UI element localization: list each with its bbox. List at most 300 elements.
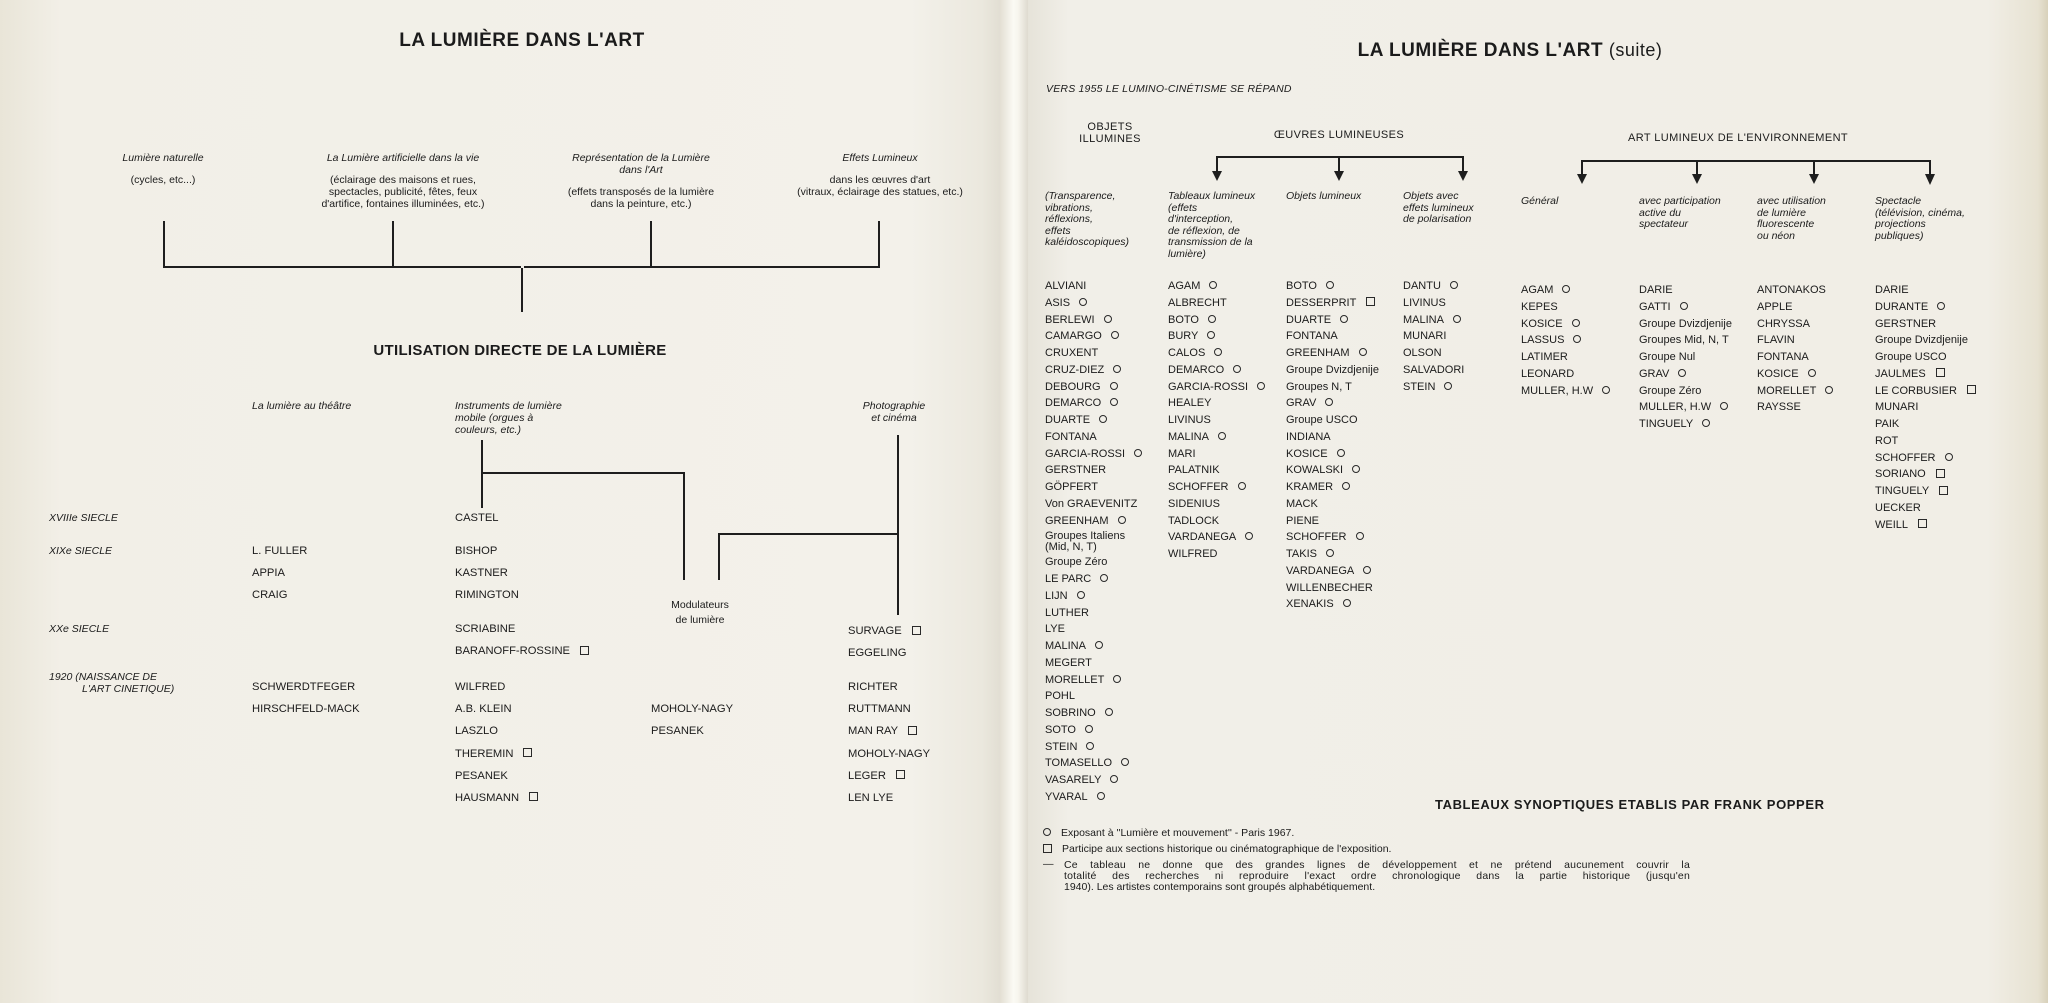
circle-icon — [1572, 319, 1580, 327]
column-header-line: Objets avec — [1403, 190, 1459, 202]
category-desc: (effets transposés de la lumière — [567, 186, 715, 198]
book-gutter — [1000, 0, 1030, 1003]
artist-name — [848, 698, 930, 720]
circle-icon — [1118, 516, 1126, 524]
artist-name — [455, 743, 538, 765]
artist-label: SCRIABINE — [455, 623, 516, 635]
square-icon — [1366, 297, 1375, 306]
artist-label: MOHOLY-NAGY — [848, 747, 931, 760]
column-header — [1403, 191, 1474, 226]
artist-name — [651, 720, 733, 742]
artist-label: SCHOFFER — [1875, 451, 1936, 464]
artist-label: ANTONAKOS — [1757, 284, 1826, 296]
category-effets-lumineux — [797, 152, 963, 198]
square-icon — [912, 626, 921, 635]
circle-icon — [1325, 398, 1333, 406]
column-header-line: réflexions, — [1045, 213, 1093, 225]
artist-name — [848, 720, 930, 742]
artist-label: RICHTER — [848, 681, 898, 693]
subheader-line: mobile (orgues à — [455, 412, 534, 424]
column-header-line: transmission de la — [1168, 236, 1253, 248]
title-main: LA LUMIÈRE DANS L'ART — [1357, 40, 1604, 61]
artist-label: TINGUELY — [1875, 485, 1930, 497]
circle-icon — [1086, 742, 1094, 750]
artist-label: ALBRECHT — [1168, 296, 1227, 309]
artist-label: GARCIA-ROSSI — [1045, 447, 1126, 460]
artist-label: Groupes N, T — [1286, 380, 1352, 393]
column-header-line: fluorescente — [1757, 218, 1815, 230]
artist-name — [1286, 529, 1379, 546]
artist-name — [1045, 605, 1142, 622]
column-header-line: (effets — [1168, 201, 1198, 214]
artist-name — [252, 584, 307, 606]
artist-label: GERSTNER — [1875, 317, 1937, 330]
artist-name — [1639, 299, 1732, 316]
column-header-line: de réflexion, de — [1168, 224, 1240, 237]
artist-name — [1875, 450, 1976, 467]
artist-name — [1286, 479, 1379, 496]
artist-name — [1168, 479, 1265, 496]
artist-label: Groupe USCO — [1875, 351, 1947, 363]
artist-label: GRAV — [1639, 367, 1670, 380]
artist-label: HAUSMANN — [455, 791, 520, 804]
column-header-line: ou néon — [1757, 229, 1795, 242]
list-instruments-19 — [455, 540, 519, 607]
artist-label: MOHOLY-NAGY — [651, 703, 734, 715]
artist-name — [455, 720, 538, 742]
category-lumiere-naturelle — [122, 152, 203, 186]
artist-label: STEIN — [1045, 740, 1078, 753]
artist-name — [848, 620, 921, 642]
artist-name — [1045, 755, 1142, 772]
tree-line — [392, 221, 394, 268]
circle-icon — [1562, 285, 1570, 293]
artist-name — [1875, 332, 1976, 349]
circle-icon — [1678, 369, 1686, 377]
artist-name — [651, 698, 733, 720]
artist-label: LUTHER — [1045, 606, 1090, 619]
circle-icon — [1602, 386, 1610, 394]
circle-icon — [1680, 302, 1688, 310]
artist-label: Groupe USCO — [1286, 414, 1358, 426]
artist-label: WILLENBECHER — [1286, 581, 1373, 594]
artist-name — [1403, 362, 1464, 379]
list-instruments-1920 — [455, 676, 538, 809]
artist-name — [1045, 328, 1142, 345]
artist-list — [1875, 282, 1976, 533]
artist-label: BARANOFF-ROSSINE — [455, 645, 570, 658]
subheader-line: Photographie — [862, 400, 926, 412]
artist-name — [848, 765, 930, 787]
circle-icon — [1245, 532, 1253, 540]
circle-icon — [1113, 675, 1121, 683]
circle-icon — [1573, 335, 1581, 343]
artist-name — [455, 640, 589, 662]
artist-name — [848, 787, 930, 809]
artist-label: WEILL — [1875, 518, 1909, 531]
artist-label: POHL — [1045, 690, 1075, 703]
artist-label: SALVADORI — [1403, 363, 1465, 376]
column-header — [1757, 196, 1826, 242]
artist-label: FONTANA — [1757, 351, 1809, 363]
artist-name — [1286, 462, 1379, 479]
category-desc: spectacles, publicité, fêtes, feux — [328, 186, 478, 198]
tree-line — [718, 533, 720, 580]
artist-name — [1286, 379, 1379, 396]
artist-name — [1168, 496, 1265, 513]
square-icon — [1939, 486, 1948, 495]
circle-icon — [1326, 549, 1334, 557]
artist-label: BISHOP — [455, 545, 498, 557]
artist-label: CRUZ-DIEZ — [1045, 363, 1105, 376]
artist-label: GREENHAM — [1045, 514, 1109, 527]
tree-line — [521, 268, 523, 312]
circle-icon — [1104, 315, 1112, 323]
artist-label: WILFRED — [455, 681, 506, 693]
artist-name — [1639, 349, 1732, 366]
list-theatre-19 — [252, 540, 307, 607]
column-header-line: effets lumineux — [1403, 201, 1474, 214]
column-header-line: kaléidoscopiques) — [1045, 236, 1130, 248]
circle-icon — [1326, 281, 1334, 289]
tree-line — [1338, 156, 1340, 172]
square-icon — [1936, 368, 1945, 377]
artist-label: DEMARCO — [1045, 397, 1102, 410]
artist-name — [1875, 433, 1976, 450]
tree-line — [1217, 156, 1464, 158]
artist-label: STEIN — [1403, 380, 1436, 393]
artist-name — [1168, 328, 1265, 345]
circle-icon — [1359, 348, 1367, 356]
artist-name — [1403, 312, 1464, 329]
artist-label: GATTI — [1639, 300, 1671, 313]
category-label: Représentation de la Lumière — [572, 152, 710, 164]
artist-label: MUNARI — [1875, 401, 1919, 414]
artist-label: SOBRINO — [1045, 707, 1096, 719]
circle-icon — [1043, 828, 1051, 836]
artist-label: DEBOURG — [1045, 380, 1101, 393]
column-header — [1168, 191, 1255, 260]
circle-icon — [1238, 482, 1246, 490]
artist-label: FONTANA — [1286, 330, 1338, 343]
artist-name — [1168, 462, 1265, 479]
list-instruments-20 — [455, 618, 589, 662]
artist-label: Groupe Dvizdjenije — [1875, 334, 1968, 347]
artist-label: DURANTE — [1875, 300, 1929, 313]
artist-label: MUNARI — [1403, 330, 1447, 343]
artist-label: MULLER, H.W — [1639, 401, 1712, 414]
artist-name — [1875, 316, 1976, 333]
column-header-line: Tableaux lumineux — [1168, 190, 1256, 202]
artist-name — [1875, 299, 1976, 316]
artist-name — [1286, 429, 1379, 446]
artist-name — [1045, 571, 1142, 588]
square-icon — [896, 770, 905, 779]
artist-name — [1168, 412, 1265, 429]
column-header-line: vibrations, — [1045, 201, 1093, 214]
artist-label: KOSICE — [1757, 367, 1799, 380]
artist-name — [1168, 312, 1265, 329]
square-icon — [1043, 844, 1052, 853]
artist-label: SCHOFFER — [1168, 481, 1229, 493]
artist-list — [1403, 278, 1464, 395]
artist-label: PAIK — [1875, 418, 1900, 430]
artist-label: LEONARD — [1521, 367, 1575, 380]
artist-name — [1168, 446, 1265, 463]
column-header-line: avec utilisation — [1757, 195, 1826, 207]
artist-label: KOSICE — [1286, 447, 1328, 460]
subheader-instruments — [455, 400, 562, 436]
artist-name — [455, 698, 538, 720]
column-header — [1045, 191, 1129, 249]
artist-name — [1403, 328, 1464, 345]
artist-name — [1521, 332, 1610, 349]
group-oeuvres-lumineuses: ŒUVRES LUMINEUSES — [1273, 129, 1405, 141]
artist-label: JAULMES — [1875, 367, 1926, 380]
artist-name — [1045, 345, 1142, 362]
column-header-line: projections — [1875, 218, 1926, 230]
column-header-line: de polarisation — [1403, 213, 1472, 225]
artist-name — [1286, 563, 1379, 580]
artist-name — [1286, 295, 1379, 312]
artist-name — [1875, 500, 1976, 517]
artist-label: MALINA — [1045, 640, 1086, 652]
artist-label: DUARTE — [1045, 414, 1091, 426]
artist-name — [1403, 278, 1464, 295]
square-icon — [1967, 385, 1976, 394]
artist-list — [1286, 278, 1379, 613]
artist-name — [1045, 278, 1142, 295]
legend-circle — [1043, 828, 1294, 839]
artist-name — [1286, 345, 1379, 362]
artist-name — [1168, 529, 1265, 546]
artist-label: DARIE — [1639, 284, 1673, 296]
tree-line — [683, 472, 685, 580]
artist-label: MACK — [1286, 497, 1318, 510]
artist-label: CASTEL — [455, 512, 499, 524]
artist-name — [455, 676, 538, 698]
artist-label: APPIA — [252, 567, 285, 580]
circle-icon — [1342, 482, 1350, 490]
square-icon — [580, 646, 589, 655]
artist-name — [1639, 366, 1732, 383]
credit-line: TABLEAUX SYNOPTIQUES ETABLIS PAR FRANK POPPER — [1435, 797, 1825, 812]
arrow-down-icon — [1809, 174, 1819, 184]
artist-name — [1875, 416, 1976, 433]
artist-label: Von GRAEVENITZ — [1045, 497, 1138, 510]
artist-name — [1045, 554, 1142, 571]
square-icon — [523, 748, 532, 757]
artist-label: FONTANA — [1045, 430, 1097, 443]
artist-name — [1875, 282, 1976, 299]
artist-label: LIVINUS — [1403, 296, 1446, 309]
artist-name — [1286, 412, 1379, 429]
circle-icon — [1363, 566, 1371, 574]
legend-text: totalité des recherches ni reproduire l'exact ordre chronologique dans la partie historique (jusqu'en — [1064, 870, 1690, 882]
circle-icon — [1702, 419, 1710, 427]
artist-label: BOTO — [1286, 280, 1317, 292]
artist-label: LYE — [1045, 623, 1065, 636]
artist-name — [1168, 278, 1265, 295]
artist-name — [1875, 483, 1976, 500]
tree-line — [163, 221, 165, 268]
group-art-environnement: ART LUMINEUX DE L'ENVIRONNEMENT — [1627, 132, 1849, 144]
artist-name — [1757, 299, 1833, 316]
artist-name — [1875, 383, 1976, 400]
period-18th-century: XVIIIe SIECLE — [49, 512, 118, 524]
artist-label: LEGER — [848, 769, 886, 782]
artist-name — [252, 676, 360, 698]
artist-label: VARDANEGA — [1168, 531, 1237, 544]
artist-list — [1045, 278, 1142, 806]
artist-name — [1286, 496, 1379, 513]
period-line: L'ART CINETIQUE) — [82, 683, 175, 695]
artist-label: SCHWERDTFEGER — [252, 681, 356, 693]
artist-label: MARI — [1168, 447, 1196, 460]
circle-icon — [1099, 415, 1107, 423]
artist-name — [1286, 395, 1379, 412]
artist-name — [1639, 399, 1732, 416]
artist-label: SCHOFFER — [1286, 531, 1347, 544]
circle-icon — [1340, 315, 1348, 323]
artist-label: SURVAGE — [848, 625, 902, 637]
artist-label: MAN RAY — [848, 725, 899, 738]
artist-label: CAMARGO — [1045, 330, 1102, 343]
circle-icon — [1085, 725, 1093, 733]
artist-label: GÖPFERT — [1045, 481, 1098, 493]
artist-name — [1757, 366, 1833, 383]
artist-name — [1286, 278, 1379, 295]
artist-name — [455, 540, 519, 562]
artist-label: FLAVIN — [1757, 334, 1795, 347]
artist-label: KEPES — [1521, 300, 1558, 313]
artist-label: A.B. KLEIN — [455, 703, 512, 716]
artist-label: ALVIANI — [1045, 280, 1087, 292]
artist-name — [1639, 416, 1732, 433]
artist-name — [848, 676, 930, 698]
artist-name — [1286, 596, 1379, 613]
artist-label: KRAMER — [1286, 481, 1334, 493]
artist-list — [1521, 282, 1610, 399]
artist-name — [455, 618, 589, 640]
artist-label: DESSERPRIT — [1286, 296, 1357, 309]
group-objets-illumines — [1079, 122, 1141, 145]
square-icon — [908, 726, 917, 735]
column-header-line: d'interception, — [1168, 213, 1234, 225]
subheader-line: Modulateurs — [671, 599, 729, 611]
artist-label: LIVINUS — [1168, 414, 1211, 426]
circle-icon — [1218, 432, 1226, 440]
artist-label: GRAV — [1286, 397, 1317, 410]
column-header-line: effets — [1045, 224, 1071, 237]
artist-name — [1168, 513, 1265, 530]
artist-name — [1521, 383, 1610, 400]
artist-name — [1045, 705, 1142, 722]
artist-name — [1045, 496, 1142, 513]
artist-label: INDIANA — [1286, 430, 1331, 443]
circle-icon — [1825, 386, 1833, 394]
artist-label: THEREMIN — [455, 747, 514, 760]
artist-label: TOMASELLO — [1045, 757, 1113, 770]
circle-icon — [1444, 382, 1452, 390]
circle-icon — [1945, 453, 1953, 461]
artist-name — [1045, 479, 1142, 496]
artist-label: PALATNIK — [1168, 464, 1220, 477]
artist-label: L. FULLER — [252, 545, 308, 557]
artist-name — [1875, 399, 1976, 416]
artist-label: MORELLET — [1045, 673, 1105, 686]
artist-name — [848, 642, 921, 664]
artist-name — [1521, 299, 1610, 316]
column-header-line: publiques) — [1875, 229, 1924, 242]
artist-label: GARCIA-ROSSI — [1168, 380, 1249, 393]
artist-label: ROT — [1875, 434, 1899, 447]
artist-name — [1757, 282, 1833, 299]
artist-label: SORIANO — [1875, 468, 1926, 481]
artist-label: EGGELING — [848, 647, 907, 660]
circle-icon — [1356, 532, 1364, 540]
circle-icon — [1233, 365, 1241, 373]
legend-text: 1940). Les artistes contemporains sont groupés alphabétiquement. — [1064, 881, 1376, 893]
column-header-line: lumière) — [1168, 247, 1206, 260]
period-20th-century: XXe SIECLE — [49, 623, 110, 635]
artist-label: AGAM — [1521, 284, 1554, 296]
artist-name — [1045, 446, 1142, 463]
artist-name — [1045, 312, 1142, 329]
artist-label: CALOS — [1168, 347, 1206, 359]
artist-label: PESANEK — [455, 769, 508, 782]
artist-label: GREENHAM — [1286, 347, 1350, 359]
artist-name — [1045, 772, 1142, 789]
period-1920 — [49, 671, 174, 695]
category-label: dans l'Art — [619, 164, 663, 176]
artist-name — [1521, 366, 1610, 383]
artist-name — [1045, 688, 1142, 705]
artist-label: TAKIS — [1286, 548, 1317, 560]
artist-list — [1639, 282, 1732, 433]
artist-label: WILFRED — [1168, 548, 1218, 560]
circle-icon — [1937, 302, 1945, 310]
artist-label: BERLEWI — [1045, 313, 1095, 326]
artist-label: OLSON — [1403, 347, 1442, 359]
subheader-theatre: La lumière au théâtre — [252, 400, 352, 412]
arrow-down-icon — [1577, 174, 1587, 184]
tree-line — [481, 440, 483, 508]
right-page-title — [1358, 40, 1663, 62]
category-desc: dans les œuvres d'art — [829, 174, 931, 186]
artist-label: GERSTNER — [1045, 464, 1107, 477]
artist-label: Groupes Italiens — [1045, 530, 1126, 543]
list-photo-1920 — [848, 676, 930, 809]
artist-name — [1757, 332, 1833, 349]
artist-label: HIRSCHFELD-MACK — [252, 703, 360, 716]
tree-line — [1696, 160, 1698, 175]
artist-name — [1286, 328, 1379, 345]
artist-name — [1045, 379, 1142, 396]
artist-label: LIJN — [1045, 589, 1068, 602]
artist-name — [1168, 295, 1265, 312]
right-subtitle: VERS 1955 LE LUMINO-CINÉTISME SE RÉPAND — [1046, 83, 1292, 95]
artist-label: MEGERT — [1045, 656, 1092, 669]
artist-name — [1286, 546, 1379, 563]
category-lumiere-artificielle — [321, 152, 484, 210]
circle-icon — [1352, 465, 1360, 473]
column-header-line: Spectacle — [1875, 195, 1922, 207]
arrow-down-icon — [1925, 174, 1935, 185]
artist-label: MALINA — [1403, 313, 1444, 326]
column-header — [1286, 191, 1361, 203]
artist-name — [1168, 362, 1265, 379]
